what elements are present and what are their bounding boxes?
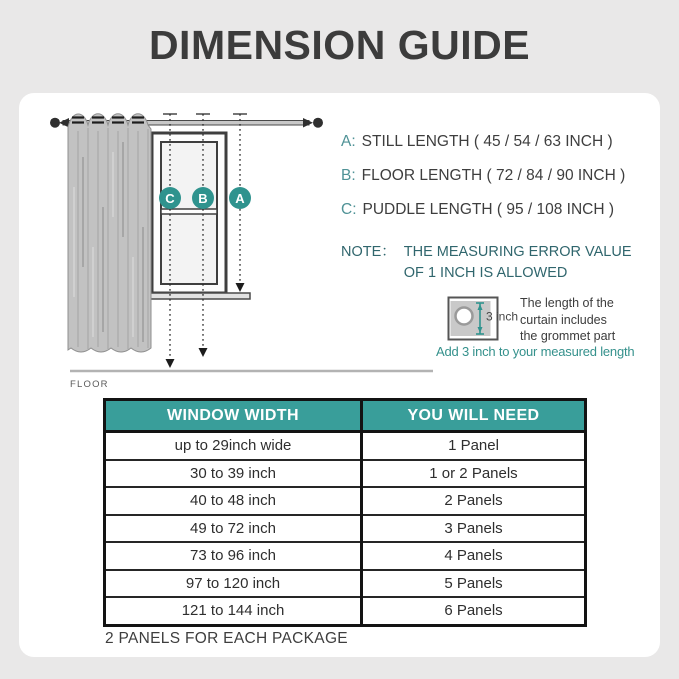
length-key-c: C: <box>341 201 357 218</box>
panels-table <box>103 398 587 627</box>
cell-window-width: 121 to 144 inch <box>105 597 362 625</box>
col-header-window-width: WINDOW WIDTH <box>105 400 362 432</box>
content-card <box>19 93 660 657</box>
table-header-row <box>105 400 586 432</box>
note-label: NOTE： <box>341 244 396 260</box>
grommet-ring-icon <box>456 308 473 325</box>
cell-panels-needed: 1 Panel <box>362 432 586 460</box>
cell-panels-needed: 3 Panels <box>362 515 586 543</box>
note-line1: THE MEASURING ERROR VALUE <box>403 244 632 260</box>
svg-text:B: B <box>198 191 208 206</box>
grommet-tip: Add 3 inch to your measured length <box>436 344 635 359</box>
window-icon <box>152 133 226 293</box>
cell-window-width: 73 to 96 inch <box>105 542 362 570</box>
length-line-a <box>341 133 625 167</box>
cell-window-width: 49 to 72 inch <box>105 515 362 543</box>
note-text <box>404 242 632 284</box>
length-text-a: STILL LENGTH ( 45 / 54 / 63 INCH ) <box>361 133 613 150</box>
window-sill <box>150 293 250 299</box>
curtain-icon <box>68 114 151 352</box>
note-line2: OF 1 INCH IS ALLOWED <box>403 265 568 281</box>
floor-label: FLOOR <box>70 379 109 390</box>
marker-badge-b <box>192 187 214 209</box>
length-key-b: B: <box>341 167 356 184</box>
package-note: 2 PANELS FOR EACH PACKAGE <box>105 630 348 647</box>
grommet-desc-line2: curtain includes <box>520 312 607 327</box>
cell-window-width: 97 to 120 inch <box>105 570 362 598</box>
cell-panels-needed: 5 Panels <box>362 570 586 598</box>
grommet-desc-line1: The length of the <box>520 296 614 310</box>
table-row <box>105 515 586 543</box>
length-key-a: A: <box>341 133 356 150</box>
grommet-description <box>520 295 615 345</box>
cell-panels-needed: 1 or 2 Panels <box>362 460 586 488</box>
svg-text:A: A <box>235 191 245 206</box>
length-line-b <box>341 167 625 201</box>
table-row <box>105 597 586 625</box>
cell-window-width: 30 to 39 inch <box>105 460 362 488</box>
table-row <box>105 432 586 460</box>
marker-badge-c <box>159 187 181 209</box>
measuring-note <box>341 242 632 284</box>
cell-window-width: up to 29inch wide <box>105 432 362 460</box>
length-text-c: PUDDLE LENGTH ( 95 / 108 INCH ) <box>362 201 615 218</box>
cell-panels-needed: 2 Panels <box>362 487 586 515</box>
grommet-figure <box>447 296 529 344</box>
table-row <box>105 460 586 488</box>
cell-window-width: 40 to 48 inch <box>105 487 362 515</box>
length-definitions <box>341 133 625 235</box>
marker-badge-a <box>229 187 251 209</box>
table-row <box>105 542 586 570</box>
length-text-b: FLOOR LENGTH ( 72 / 84 / 90 INCH ) <box>361 167 626 184</box>
grommet-desc-line3: the grommet part <box>520 329 616 343</box>
cell-panels-needed: 4 Panels <box>362 542 586 570</box>
svg-text:C: C <box>165 191 175 206</box>
page-title: DIMENSION GUIDE <box>148 22 531 68</box>
grommet-measure-label: 3 inch <box>486 309 519 324</box>
length-line-c <box>341 201 625 235</box>
table-row <box>105 570 586 598</box>
cell-panels-needed: 6 Panels <box>362 597 586 625</box>
col-header-you-will-need: YOU WILL NEED <box>362 400 586 432</box>
table-row <box>105 487 586 515</box>
